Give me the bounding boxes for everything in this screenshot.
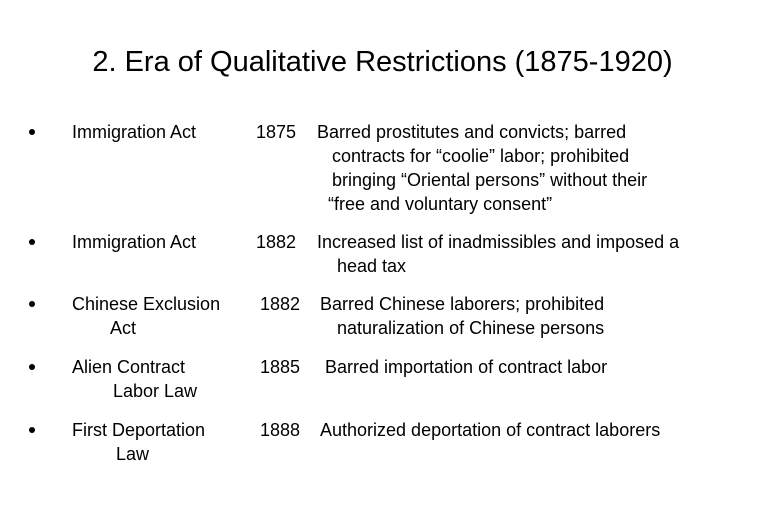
bullet-icon <box>29 364 35 370</box>
bullet-icon <box>29 239 35 245</box>
act-description <box>317 120 647 216</box>
description-line: bringing “Oriental persons” without their <box>332 170 648 190</box>
description-line: Authorized deportation of contract laborers <box>320 420 661 440</box>
act-name <box>72 292 252 340</box>
description-line: contracts for “coolie” labor; prohibited <box>332 146 630 166</box>
bullet-icon <box>29 129 35 135</box>
act-year: 1882 <box>256 232 297 252</box>
act-name <box>72 355 252 403</box>
act-name-line2: Act <box>110 318 137 338</box>
description-line: head tax <box>337 256 407 276</box>
act-name-line1: First Deportation <box>72 420 206 440</box>
act-name-line2: Labor Law <box>113 381 198 401</box>
act-year: 1885 <box>260 357 301 377</box>
bullet-icon <box>29 301 35 307</box>
act-year: 1882 <box>260 294 301 314</box>
act-year: 1888 <box>260 420 301 440</box>
act-description <box>325 355 607 379</box>
act-name-line1: Immigration Act <box>72 122 197 142</box>
act-description <box>320 292 604 340</box>
act-name-line1: Alien Contract <box>72 357 186 377</box>
act-year: 1875 <box>256 122 297 142</box>
description-line: naturalization of Chinese persons <box>337 318 605 338</box>
act-name <box>72 230 252 254</box>
act-name-line2: Law <box>116 444 150 464</box>
act-description <box>317 230 679 278</box>
act-description <box>320 418 660 442</box>
act-name <box>72 418 252 466</box>
slide-title: 2. Era of Qualitative Restrictions (1875-1920) <box>92 46 673 78</box>
act-name <box>72 120 252 144</box>
description-line: Barred prostitutes and convicts; barred <box>317 122 627 142</box>
description-line: Barred importation of contract labor <box>325 357 608 377</box>
bullet-icon <box>29 427 35 433</box>
description-line: Barred Chinese laborers; prohibited <box>320 294 605 314</box>
description-line: “free and voluntary consent” <box>328 194 553 214</box>
act-name-line1: Chinese Exclusion <box>72 294 221 314</box>
description-line: Increased list of inadmissibles and imposed a <box>317 232 680 252</box>
act-name-line1: Immigration Act <box>72 232 197 252</box>
